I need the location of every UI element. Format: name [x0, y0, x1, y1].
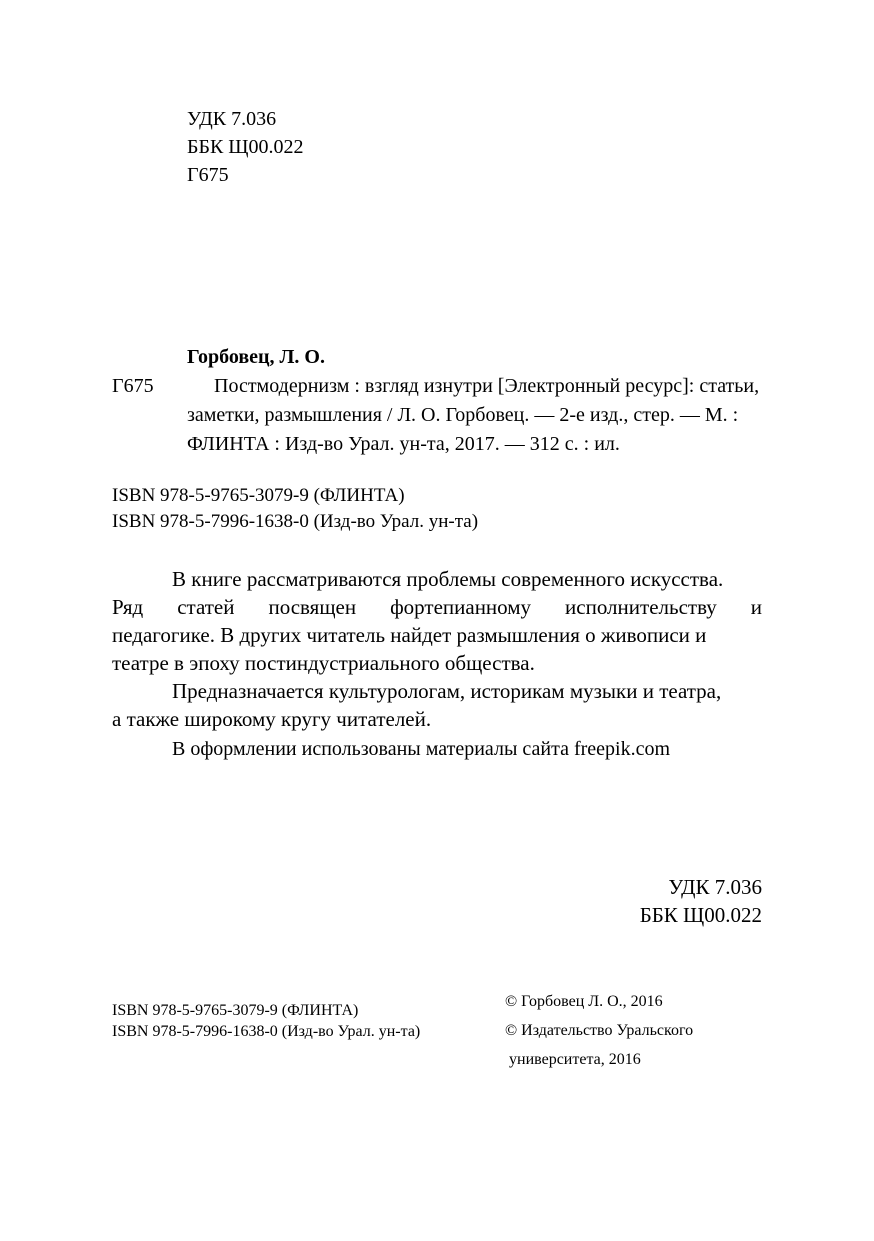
- author-mark-top: Г675: [187, 164, 229, 186]
- copyright-publisher: © Издательство Уральского: [505, 1022, 694, 1039]
- bib-line-2: заметки, размышления / Л. О. Горбовец. — 2-е изд., стер. — М. :: [187, 404, 739, 426]
- annotation-line-3: педагогике. В других читатель найдет размышления о живописи и: [112, 623, 707, 647]
- author-mark: Г675: [112, 375, 154, 397]
- bib-line-1: Постмодернизм : взгляд изнутри [Электронный ресурс]: статьи,: [214, 375, 760, 397]
- bib-line-3: ФЛИНТА : Изд-во Урал. ун-та, 2017. — 312 с. : ил.: [187, 433, 620, 455]
- bbk-code-bottom: ББК Щ00.022: [639, 903, 762, 927]
- isbn-ural: ISBN 978-5-7996-1638-0 (Изд-во Урал. ун-та): [112, 511, 479, 532]
- copyright-author: © Горбовец Л. О., 2016: [505, 993, 663, 1010]
- author-heading: Горбовец, Л. О.: [187, 346, 325, 368]
- annotation-line-4: театре в эпоху постиндустриального общества.: [112, 651, 535, 675]
- isbn-flinta: ISBN 978-5-9765-3079-9 (ФЛИНТА): [112, 485, 405, 506]
- footer-isbn-ural: ISBN 978-5-7996-1638-0 (Изд-во Урал. ун-та): [112, 1023, 421, 1040]
- copyright-publisher-cont: университета, 2016: [505, 1051, 641, 1068]
- footer-isbn-flinta: ISBN 978-5-9765-3079-9 (ФЛИНТА): [112, 1002, 359, 1019]
- annotation-line-1: В книге рассматриваются проблемы современного искусства.: [172, 567, 724, 591]
- udk-code-top: УДК 7.036: [187, 108, 277, 130]
- annotation-line-2: Ряд статей посвящен фортепианному исполнительству и: [112, 595, 762, 619]
- design-credit: В оформлении использованы материалы сайта freepik.com: [172, 738, 671, 760]
- annotation-line-6: а также широкому кругу читателей.: [112, 707, 432, 731]
- udk-code-bottom: УДК 7.036: [668, 875, 762, 899]
- annotation-line-5: Предназначается культурологам, историкам музыки и театра,: [172, 679, 722, 703]
- bbk-code-top: ББК Щ00.022: [187, 136, 304, 158]
